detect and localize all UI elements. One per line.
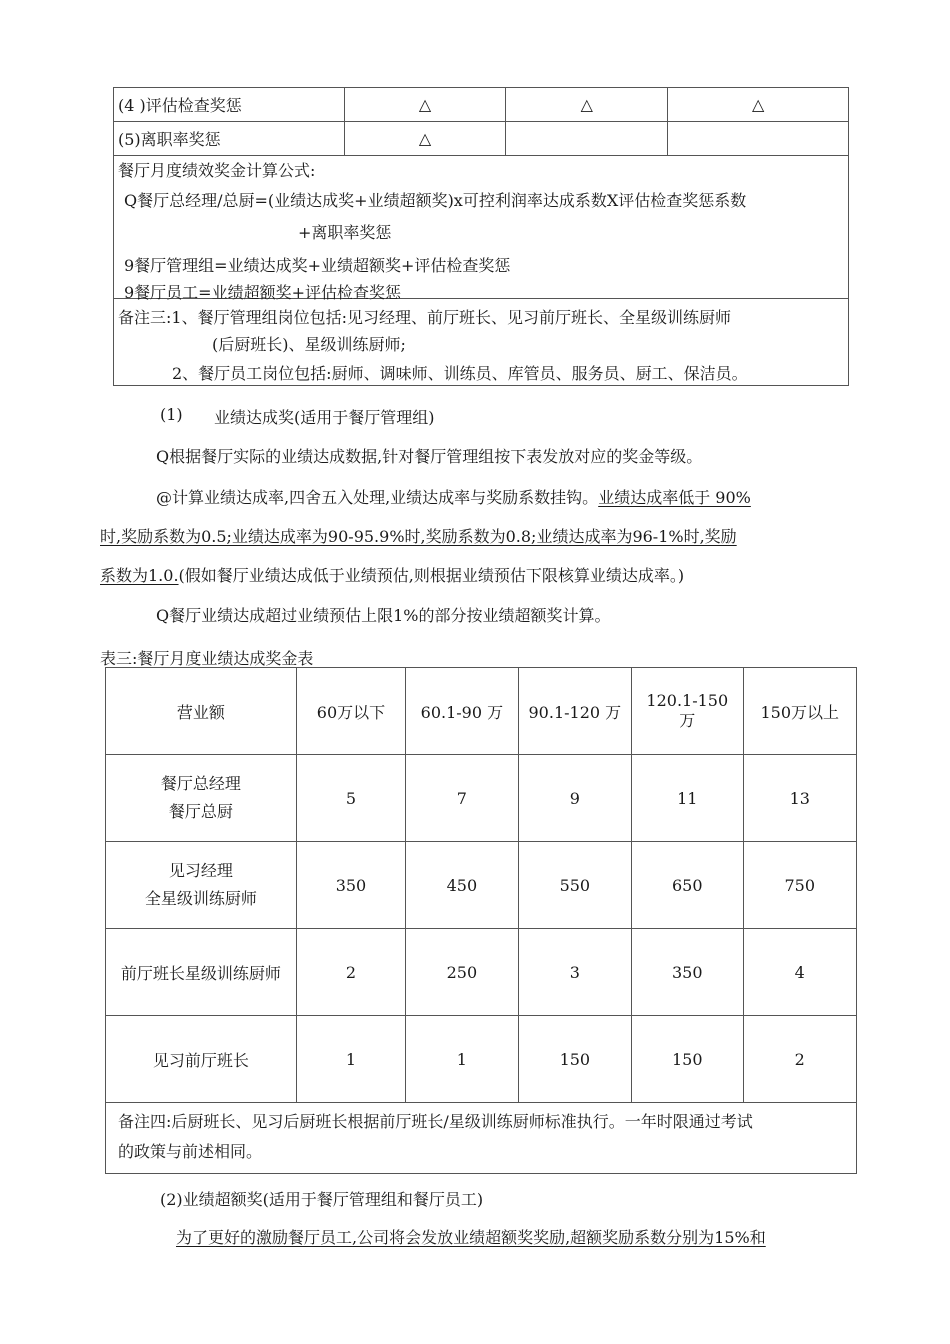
paragraph: Q餐厅业绩达成超过业绩预估上限1%的部分按业绩超额奖计算。 <box>156 606 611 625</box>
note-line: 备注三:1、餐厅管理组岗位包括:见习经理、前厅班长、见习前厅班长、全星级训练厨师 <box>118 308 731 327</box>
formula-line: 9餐厅管理组=业绩达成奖+业绩超额奖+评估检查奖惩 <box>124 256 511 275</box>
role-name: 见习经理 <box>168 861 233 880</box>
role-cell <box>106 755 297 842</box>
role-name: 餐厅总经理 <box>160 774 241 793</box>
triangle-mark: △ <box>668 88 849 122</box>
role-cell: 前厅班长星级训练厨师 <box>106 929 297 1016</box>
value-cell: 9 <box>518 755 631 842</box>
paragraph-text: (假如餐厅业绩达成低于业绩预估,则根据业绩预估下限核算业绩达成率。) <box>178 566 685 585</box>
empty-cell <box>668 122 849 156</box>
table-row <box>114 88 849 122</box>
underlined-text: 时,奖励系数为0.5;业绩达成率为90-95.9%时,奖励系数为0.8;业绩达成率为96-1%时,奖励 <box>100 527 737 546</box>
formula-line: +离职率奖惩 <box>298 223 392 242</box>
formula-cell <box>114 156 849 302</box>
table-row <box>114 122 849 156</box>
value-cell: 3 <box>518 929 631 1016</box>
row-label: (5)离职率奖惩 <box>114 122 345 156</box>
table-row <box>106 1016 857 1103</box>
empty-cell <box>506 122 668 156</box>
formula-row <box>114 156 849 299</box>
value-cell: 750 <box>743 842 857 929</box>
header-cell: 150万以上 <box>743 668 857 755</box>
row-label: (4 )评估检查奖惩 <box>114 88 345 122</box>
role-name: 餐厅总厨 <box>168 802 233 821</box>
triangle-mark: △ <box>506 88 668 122</box>
value-cell: 1 <box>296 1016 405 1103</box>
note-line: (后厨班长)、星级训练厨师; <box>212 335 406 354</box>
paragraph: Q根据餐厅实际的业绩达成数据,针对餐厅管理组按下表发放对应的奖金等级。 <box>156 447 703 466</box>
formula-line: Q餐厅总经理/总厨=(业绩达成奖+业绩超额奖)x可控利润率达成系数X评估检查奖惩系数 <box>124 191 747 210</box>
notes-cell <box>114 299 849 386</box>
value-cell: 150 <box>632 1016 743 1103</box>
triangle-mark: △ <box>344 122 506 156</box>
evaluation-table <box>113 87 849 386</box>
section-heading: (2)业绩超额奖(适用于餐厅管理组和餐厅员工) <box>160 1190 484 1209</box>
note-line: 的政策与前述相同。 <box>118 1142 263 1161</box>
header-cell-text: 120.1-150 <box>646 691 729 710</box>
value-cell: 450 <box>406 842 518 929</box>
table-header-row <box>106 668 857 755</box>
header-cell: 60万以下 <box>296 668 405 755</box>
underlined-text: 系数为1.0. <box>100 566 179 585</box>
role-cell: 见习前厅班长 <box>106 1016 297 1103</box>
underlined-text: 业绩达成率低于 90% <box>598 488 751 507</box>
value-cell: 250 <box>406 929 518 1016</box>
value-cell: 4 <box>743 929 857 1016</box>
value-cell: 650 <box>632 842 743 929</box>
section-number: (1) <box>160 405 183 424</box>
notes-row <box>114 299 849 386</box>
note-row <box>106 1103 857 1174</box>
table-caption: 表三:餐厅月度业绩达成奖金表 <box>100 649 314 668</box>
note-line: 2、餐厅员工岗位包括:厨师、调味师、训练员、库管员、服务员、厨工、保洁员。 <box>172 364 748 383</box>
formula-title: 餐厅月度绩效奖金计算公式: <box>118 161 316 180</box>
value-cell: 350 <box>632 929 743 1016</box>
header-cell: 营业额 <box>106 668 297 755</box>
value-cell: 150 <box>518 1016 631 1103</box>
value-cell: 350 <box>296 842 405 929</box>
value-cell: 13 <box>743 755 857 842</box>
value-cell: 2 <box>743 1016 857 1103</box>
triangle-mark: △ <box>344 88 506 122</box>
value-cell: 11 <box>632 755 743 842</box>
value-cell: 7 <box>406 755 518 842</box>
paragraph-line <box>156 485 751 508</box>
header-cell: 60.1-90 万 <box>406 668 518 755</box>
header-cell <box>632 668 743 755</box>
header-cell-text: 万 <box>679 711 696 730</box>
table-row <box>106 929 857 1016</box>
value-cell: 550 <box>518 842 631 929</box>
value-cell: 5 <box>296 755 405 842</box>
note-line: 备注四:后厨班长、见习后厨班长根据前厅班长/星级训练厨师标准执行。一年时限通过考试 <box>118 1112 753 1131</box>
note-cell <box>106 1103 857 1174</box>
table-row <box>106 842 857 929</box>
role-name: 全星级训练厨师 <box>144 889 257 908</box>
table-row <box>106 755 857 842</box>
value-cell: 1 <box>406 1016 518 1103</box>
paragraph-line <box>100 563 684 586</box>
underlined-text: 为了更好的激励餐厅员工,公司将会发放业绩超额奖奖励,超额奖励系数分别为15%和 <box>176 1228 766 1247</box>
section-heading: 业绩达成奖(适用于餐厅管理组) <box>214 408 435 427</box>
paragraph-text: @计算业绩达成率,四舍五入处理,业绩达成率与奖励系数挂钩。 <box>156 488 599 507</box>
bonus-table <box>105 667 857 1174</box>
formula-line: 9餐厅员工=业绩超额奖+评估检查奖惩 <box>124 283 401 302</box>
role-cell <box>106 842 297 929</box>
header-cell: 90.1-120 万 <box>518 668 631 755</box>
value-cell: 2 <box>296 929 405 1016</box>
